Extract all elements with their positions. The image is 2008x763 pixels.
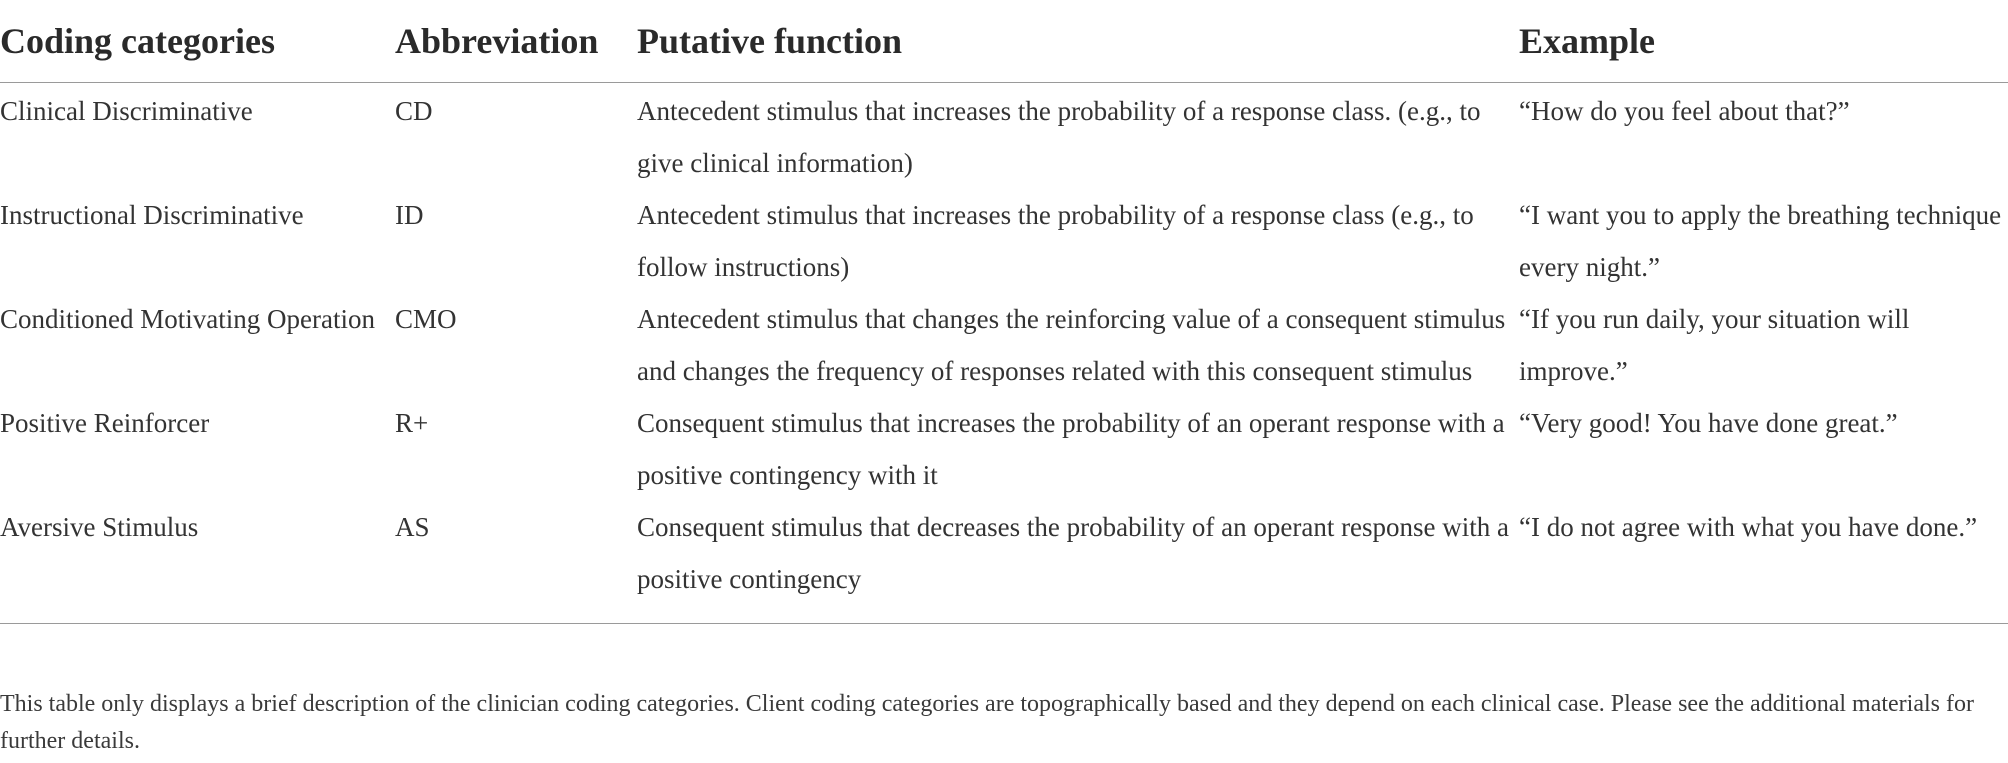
table-footnote: This table only displays a brief description of the clinician coding categories. Client coding categories are topographically based and they depend on each clinical case. Please see the additional materials for further details. — [0, 691, 1974, 754]
abbreviation-cell: ID — [395, 200, 424, 230]
header-abbreviation: Abbreviation — [395, 0, 637, 83]
abbreviation-cell: R+ — [395, 408, 429, 438]
table-row — [0, 501, 2008, 624]
function-cell: Antecedent stimulus that changes the reinforcing value of a consequent stimulus and changes the frequency of responses related with this consequent stimulus — [637, 304, 1506, 386]
header-coding-categories: Coding categories — [0, 0, 395, 83]
table-row — [0, 397, 2008, 501]
example-cell: “How do you feel about that?” — [1519, 96, 1850, 126]
category-cell: Conditioned Motivating Operation — [0, 304, 375, 334]
category-cell: Positive Reinforcer — [0, 408, 210, 438]
abbreviation-cell: AS — [395, 512, 430, 542]
abbreviation-cell: CD — [395, 96, 433, 126]
category-cell: Aversive Stimulus — [0, 512, 199, 542]
example-cell: “I do not agree with what you have done.” — [1519, 512, 1978, 542]
header-example: Example — [1519, 0, 2008, 83]
table-row — [0, 189, 2008, 293]
function-cell: Antecedent stimulus that increases the probability of a response class (e.g., to follow instructions) — [637, 200, 1474, 282]
table-row — [0, 83, 2008, 190]
example-cell: “I want you to apply the breathing technique every night.” — [1519, 200, 2002, 282]
category-cell: Clinical Discriminative — [0, 96, 253, 126]
function-cell: Consequent stimulus that decreases the probability of an operant response with a positive contingency — [637, 512, 1510, 594]
function-cell: Antecedent stimulus that increases the probability of a response class. (e.g., to give clinical information) — [637, 96, 1481, 178]
example-cell: “If you run daily, your situation will improve.” — [1519, 304, 1910, 386]
example-cell: “Very good! You have done great.” — [1519, 408, 1898, 438]
table-row — [0, 293, 2008, 397]
abbreviation-cell: CMO — [395, 304, 457, 334]
header-putative-function: Putative function — [637, 0, 1519, 83]
function-cell: Consequent stimulus that increases the probability of an operant response with a positive contingency with it — [637, 408, 1505, 490]
category-cell: Instructional Discriminative — [0, 200, 304, 230]
table-header-row — [0, 0, 2008, 83]
